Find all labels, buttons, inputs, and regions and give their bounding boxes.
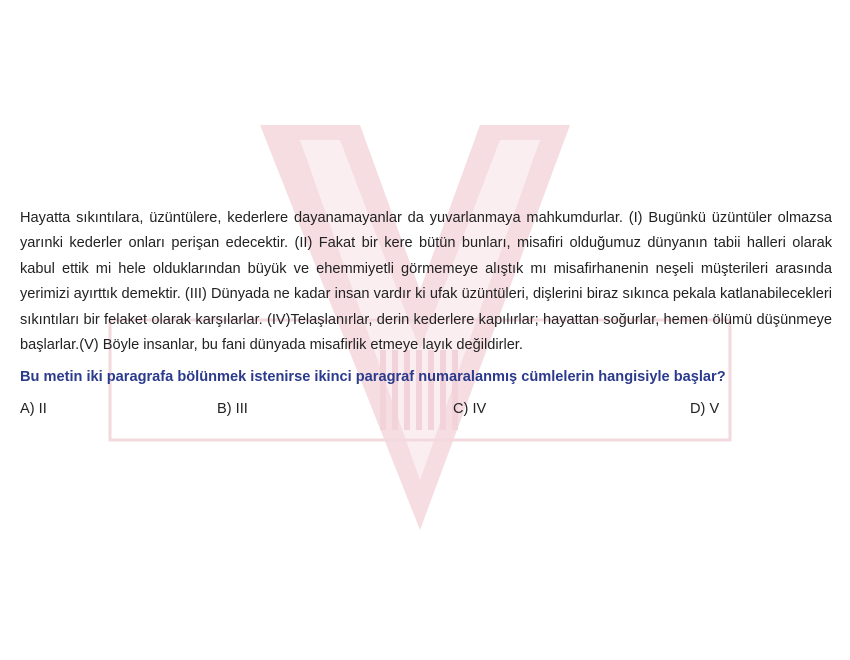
option-d[interactable]: D) V: [690, 401, 720, 418]
option-b[interactable]: B) III: [217, 401, 248, 418]
option-a[interactable]: A) II: [20, 401, 47, 418]
option-c[interactable]: C) IV: [453, 401, 487, 418]
question-text: Bu metin iki paragrafa bölünmek istenirse ikinci paragraf numaralanmış cümlelerin hangisiyle başlar?: [20, 369, 726, 386]
question-block: [20, 206, 832, 422]
answer-options: [20, 396, 832, 422]
reading-passage: Hayatta sıkıntılara, üzüntülere, kederlere dayanamayanlar da yuvarlanmaya mahkumdurlar. (I) Bugünkü üzüntüler olmazsa yarınki kederler onları perişan edecektir. (II) Fakat bir kere bütün bunları, misafiri olduğumuz dünyanın tabii halleri olarak kabul ettik mi hele olduklarından büyük ve ehemmiyetli görmemeye alıştık mı misafirhanenin neşeli müşterileri arasında yerimizi ayırttık demektir. (III) Dünyada ne kadar insan vardır ki ufak üzüntüleri, dişlerini biraz sıkınca pekala katlanabilecekleri sıkıntıları bir felaket olarak karşılarlar. (IV)Telaşlanırlar, derin kederlere kapılırlar; hayattan soğurlar, hemen ölümü düşünmeye başlarlar.(V) Böyle insanlar, bu fani dünyada misafirlik etmeye layık değildirler.: [20, 210, 832, 354]
